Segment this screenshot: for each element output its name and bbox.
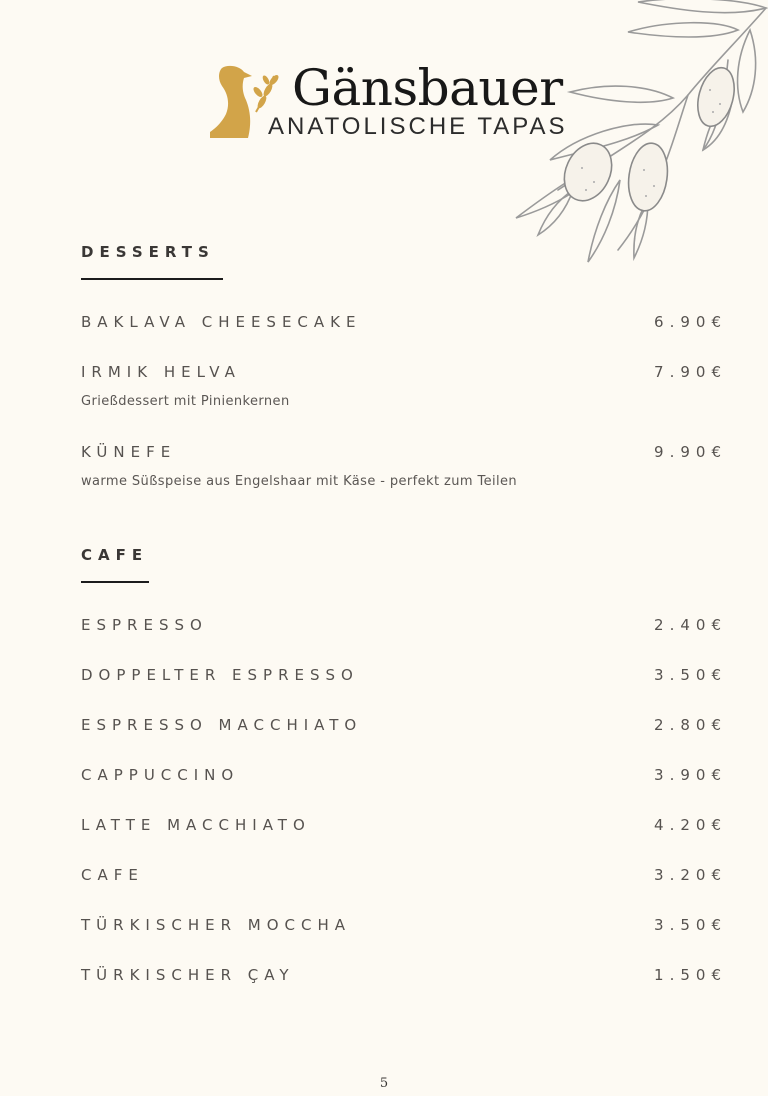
section-cafe [81, 546, 731, 996]
section-title: CAFE [81, 546, 149, 564]
item-price: 3.50€ [654, 666, 727, 684]
item-price: 4.20€ [654, 816, 727, 834]
item-price: 2.80€ [654, 716, 727, 734]
item-price: 2.40€ [654, 616, 727, 634]
item-name: ESPRESSO [81, 616, 208, 634]
item-name: CAFE [81, 866, 144, 884]
section-divider [81, 581, 149, 583]
section-divider [81, 278, 223, 280]
logo [208, 58, 568, 140]
item-name: ESPRESSO MACCHIATO [81, 716, 363, 734]
item-name: DOPPELTER ESPRESSO [81, 666, 359, 684]
brand-name: Gänsbauer [292, 59, 563, 117]
page-number: 5 [379, 1076, 389, 1091]
item-name: KÜNEFE [81, 443, 177, 461]
section-desserts [81, 243, 731, 503]
item-name: BAKLAVA CHEESECAKE [81, 313, 362, 331]
section-title: DESSERTS [81, 243, 215, 261]
brand-tagline: ANATOLISCHE TAPAS [268, 113, 568, 140]
item-name: IRMIK HELVA [81, 363, 241, 381]
item-price: 3.50€ [654, 916, 727, 934]
item-description: Grießdessert mit Pinienkernen [81, 394, 290, 409]
item-name: TÜRKISCHER MOCCHA [81, 916, 352, 934]
item-name: LATTE MACCHIATO [81, 816, 311, 834]
item-price: 6.90€ [654, 313, 727, 331]
item-description: warme Süßspeise aus Engelshaar mit Käse - perfekt zum Teilen [81, 474, 518, 489]
item-price: 3.90€ [654, 766, 727, 784]
item-name: CAPPUCCINO [81, 766, 240, 784]
item-price: 1.50€ [654, 966, 727, 984]
item-name: TÜRKISCHER ÇAY [81, 966, 295, 984]
item-price: 9.90€ [654, 443, 727, 461]
item-price: 3.20€ [654, 866, 727, 884]
item-price: 7.90€ [654, 363, 727, 381]
